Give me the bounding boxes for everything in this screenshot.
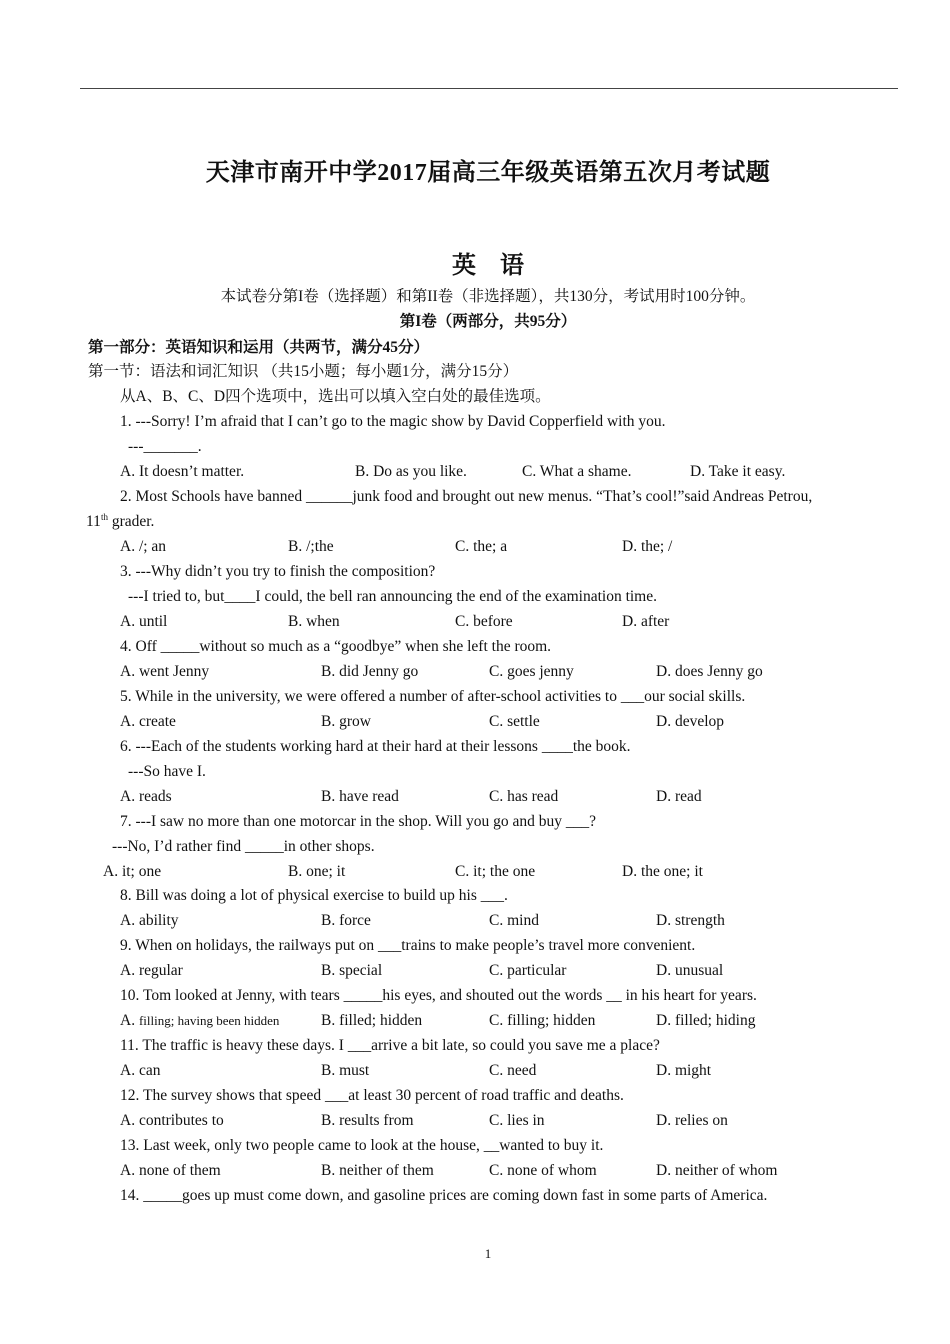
q8-option-d: D. strength <box>656 912 725 929</box>
question-3-reply: ---I tried to, but____I could, the bell ran announcing the end of the examination time. <box>128 588 657 605</box>
q4-option-a: A. went Jenny <box>120 663 210 680</box>
instructions: 从A、B、C、D四个选项中，选出可以填入空白处的最佳选项。 <box>120 388 551 405</box>
q8-option-a: A. ability <box>120 912 179 929</box>
q6-option-b: B. have read <box>321 788 399 805</box>
question-6-stem: 6. ---Each of the students working hard at their hard at their lessons ____the book. <box>120 738 631 755</box>
q9-option-a: A. regular <box>120 962 183 979</box>
q7-option-a: A. it; one <box>103 863 162 880</box>
question-3-stem: 3. ---Why didn’t you try to finish the composition? <box>120 563 436 580</box>
q12-option-c: C. lies in <box>489 1112 545 1129</box>
q4-option-b: B. did Jenny go <box>321 663 419 680</box>
q11-option-d: D. might <box>656 1062 712 1079</box>
q11-option-c: C. need <box>489 1062 537 1079</box>
q13-option-c: C. none of whom <box>489 1162 597 1179</box>
part-one-heading: 第一部分：英语知识和运用（共两节，满分45分） <box>88 339 430 356</box>
subject-heading: 英 语 <box>452 253 524 279</box>
q1-option-c: C. What a shame. <box>522 463 632 480</box>
question-8-stem: 8. Bill was doing a lot of physical exercise to build up his ___. <box>120 887 508 904</box>
q11-option-a: A. can <box>120 1062 161 1079</box>
question-7-stem: 7. ---I saw no more than one motorcar in the shop. Will you go and buy ___? <box>120 813 597 830</box>
question-12-stem: 12. The survey shows that speed ___at least 30 percent of road traffic and deaths. <box>120 1087 624 1104</box>
q2-option-a: A. /; an <box>120 538 167 555</box>
q2-option-b: B. /;the <box>288 538 334 555</box>
q9-option-d: D. unusual <box>656 962 724 979</box>
question-1-stem: 1. ---Sorry! I’m afraid that I can’t go to the magic show by David Copperfield with you. <box>120 413 666 430</box>
q1-option-b: B. Do as you like. <box>355 463 467 480</box>
volume-one-heading: 第I卷（两部分，共95分） <box>399 313 577 330</box>
page-title: 天津市南开中学2017届高三年级英语第五次月考试题 <box>205 160 771 186</box>
question-10-stem: 10. Tom looked at Jenny, with tears _____his eyes, and shouted out the words __ in his heart for years. <box>120 987 757 1004</box>
q6-option-a: A. reads <box>120 788 172 805</box>
exam-info: 本试卷分第I卷（选择题）和第II卷（非选择题），共130分，考试用时100分钟。 <box>220 288 756 305</box>
q6-option-c: C. has read <box>489 788 559 805</box>
section-one-heading: 第一节：语法和词汇知识 （共15小题；每小题1分，满分15分） <box>88 363 519 380</box>
q2-option-d: D. the; / <box>622 538 673 555</box>
q10-option-b: B. filled; hidden <box>321 1012 423 1029</box>
q9-option-c: C. particular <box>489 962 567 979</box>
q6-option-d: D. read <box>656 788 702 805</box>
q13-option-d: D. neither of whom <box>656 1162 778 1179</box>
q3-option-c: C. before <box>455 613 513 630</box>
q7-option-d: D. the one; it <box>622 863 703 880</box>
q5-option-a: A. create <box>120 713 176 730</box>
question-9-stem: 9. When on holidays, the railways put on ___trains to make people’s travel more convenient. <box>120 937 696 954</box>
q12-option-d: D. relies on <box>656 1112 728 1129</box>
question-1-reply: ---_______. <box>128 438 202 455</box>
question-7-reply: ---No, I’d rather find _____in other shops. <box>112 838 375 855</box>
q12-option-a: A. contributes to <box>120 1112 224 1129</box>
header-rule <box>80 88 898 89</box>
question-14-stem: 14. _____goes up must come down, and gasoline prices are coming down fast in some parts of America. <box>120 1187 768 1204</box>
question-2-stem-cont: 11th grader. <box>86 511 155 530</box>
q8-option-b: B. force <box>321 912 371 929</box>
q3-option-a: A. until <box>120 613 168 630</box>
q5-option-b: B. grow <box>321 713 371 730</box>
q10-option-d: D. filled; hiding <box>656 1012 756 1029</box>
question-4-stem: 4. Off _____without so much as a “goodbye” when she left the room. <box>120 638 552 655</box>
q11-option-b: B. must <box>321 1062 370 1079</box>
q7-option-b: B. one; it <box>288 863 346 880</box>
q5-option-c: C. settle <box>489 713 540 730</box>
q3-option-b: B. when <box>288 613 340 630</box>
q13-option-a: A. none of them <box>120 1162 221 1179</box>
question-11-stem: 11. The traffic is heavy these days. I ___arrive a bit late, so could you save me a place? <box>120 1037 660 1054</box>
q10-option-c: C. filling; hidden <box>489 1012 596 1029</box>
q9-option-b: B. special <box>321 962 383 979</box>
page-number: 1 <box>484 1246 492 1261</box>
q1-option-a: A. It doesn’t matter. <box>120 463 245 480</box>
q4-option-c: C. goes jenny <box>489 663 574 680</box>
q7-option-c: C. it; the one <box>455 863 536 880</box>
question-6-reply: ---So have I. <box>128 763 206 780</box>
q13-option-b: B. neither of them <box>321 1162 434 1179</box>
question-13-stem: 13. Last week, only two people came to look at the house, __wanted to buy it. <box>120 1137 604 1154</box>
q8-option-c: C. mind <box>489 912 539 929</box>
question-2-stem: 2. Most Schools have banned ______junk food and brought out new menus. “That’s cool!”said Andreas Petrou, <box>120 488 813 505</box>
q5-option-d: D. develop <box>656 713 725 730</box>
question-5-stem: 5. While in the university, we were offered a number of after-school activities to ___our social skills. <box>120 688 746 705</box>
q4-option-d: D. does Jenny go <box>656 663 763 680</box>
q2-option-c: C. the; a <box>455 538 508 555</box>
q3-option-d: D. after <box>622 613 670 630</box>
q10-option-a: A. filling; having been hidden <box>120 1012 280 1029</box>
q1-option-d: D. Take it easy. <box>690 463 786 480</box>
q12-option-b: B. results from <box>321 1112 414 1129</box>
